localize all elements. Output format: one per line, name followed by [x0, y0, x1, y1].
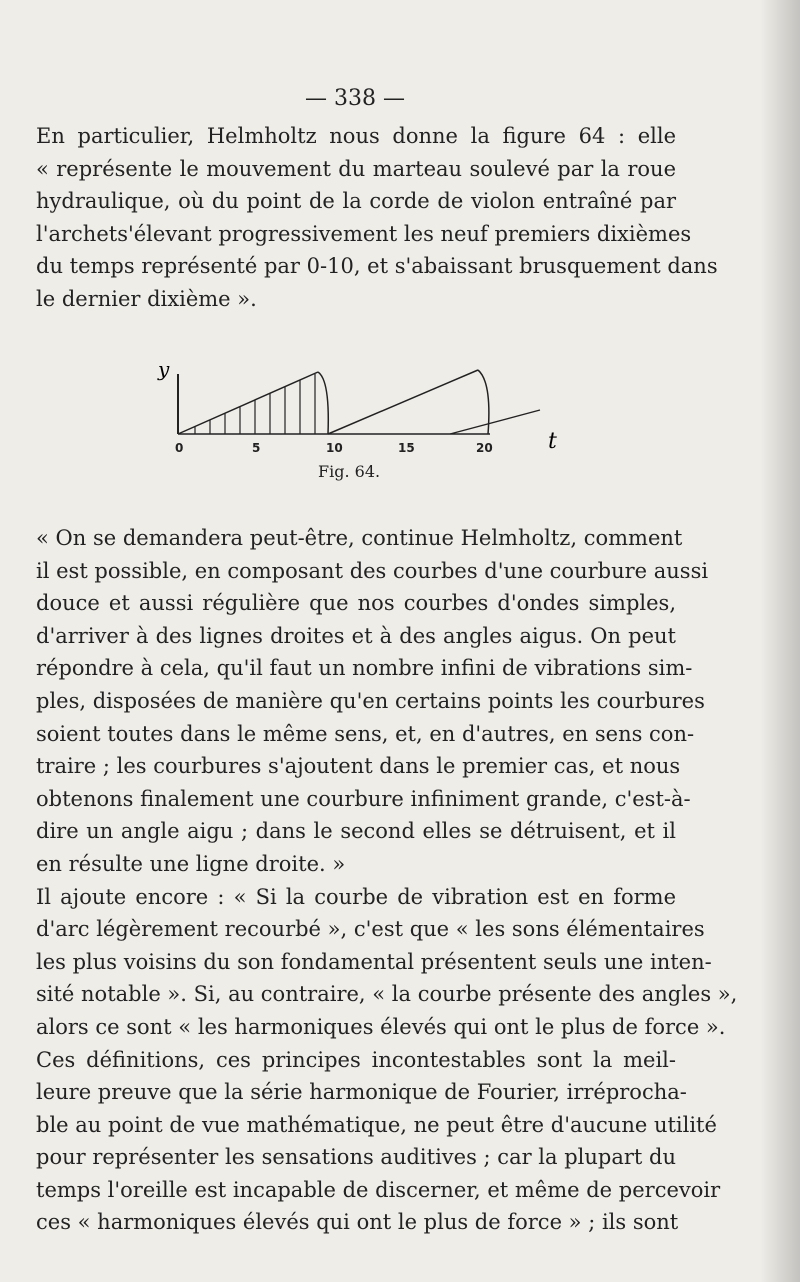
text-line: Ces définitions, ces principes incontestables sont la meil-: [36, 1047, 676, 1072]
paragraph-2: [36, 522, 709, 881]
t-axis-label: t: [548, 429, 557, 454]
drop-curve: [318, 372, 328, 434]
figure-caption: Fig. 64.: [318, 462, 381, 481]
text-line: l'archets'élevant progressivement les neuf premiers dixièmes: [36, 221, 692, 246]
paragraph-4: [36, 1044, 721, 1240]
text-line: dire un angle aigu ; dans le second elles se détruisent, et il: [36, 819, 676, 844]
sawtooth-diagram: [150, 360, 580, 460]
t-axis-extension: [450, 410, 540, 434]
text-line: il est possible, en composant des courbes d'une courbure aussi: [36, 558, 709, 583]
text-body: [36, 522, 738, 1239]
text-line: d'arriver à des lignes droites et à des angles aigus. On peut: [36, 623, 676, 648]
y-axis-label: y: [158, 360, 170, 381]
ramp-line: [328, 370, 478, 434]
text-line: temps l'oreille est incapable de discerner, et même de percevoir: [36, 1177, 721, 1202]
text-line: en résulte une ligne droite. »: [36, 851, 346, 876]
text-line: traire ; les courbures s'ajoutent dans le premier cas, et nous: [36, 754, 681, 779]
text-line: du temps représenté par 0-10, et s'abaissant brusquement dans: [36, 254, 718, 279]
text-line: ces « harmoniques élevés qui ont le plus de force » ; ils sont: [36, 1210, 679, 1235]
tick-label: 20: [476, 441, 493, 455]
tick-label: 10: [326, 441, 343, 455]
text-line: En particulier, Helmholtz nous donne la figure 64 : elle: [36, 124, 676, 148]
paragraph-3: [36, 881, 738, 1044]
text-line: pour représenter les sensations auditives ; car la plupart du: [36, 1145, 676, 1170]
text-line: sité notable ». Si, au contraire, « la courbe présente des angles »,: [36, 982, 738, 1007]
tick-label: 0: [175, 441, 184, 455]
text-line: soient toutes dans le même sens, et, en d'autres, en sens con-: [36, 721, 695, 746]
ramp-line: [178, 372, 318, 434]
tick-label: 5: [252, 441, 261, 455]
text-line: alors ce sont « les harmoniques élevés qui ont le plus de force ».: [36, 1014, 726, 1039]
text-line: ples, disposées de manière qu'en certains points les courbures: [36, 688, 705, 713]
text-line: d'arc légèrement recourbé », c'est que « les sons élémentaires: [36, 917, 705, 942]
text-line: obtenons finalement une courbure infiniment grande, c'est-à-: [36, 786, 691, 811]
text-line: douce et aussi régulière que nos courbes d'ondes simples,: [36, 591, 676, 616]
paragraph-1: [36, 120, 718, 316]
text-line: leure preuve que la série harmonique de Fourier, irréprocha-: [36, 1080, 687, 1105]
page-number: — 338 —: [305, 86, 405, 111]
text-line: ble au point de vue mathématique, ne peut être d'aucune utilité: [36, 1112, 717, 1137]
text-line: Il ajoute encore : « Si la courbe de vibration est en forme: [36, 884, 676, 909]
text-line: les plus voisins du son fondamental présentent seuls une inten-: [36, 949, 712, 974]
hatch-lines: [195, 374, 315, 434]
text-line: « On se demandera peut-être, continue Helmholtz, comment: [36, 526, 683, 550]
text-line: « représente le mouvement du marteau soulevé par la roue: [36, 156, 676, 181]
page-edge-shadow: [760, 0, 800, 1282]
text-line: répondre à cela, qu'il faut un nombre infini de vibrations sim-: [36, 656, 693, 681]
tick-label: 15: [398, 441, 415, 455]
text-line: le dernier dixième ».: [36, 286, 257, 311]
text-line: hydraulique, où du point de la corde de violon entraîné par: [36, 189, 676, 214]
